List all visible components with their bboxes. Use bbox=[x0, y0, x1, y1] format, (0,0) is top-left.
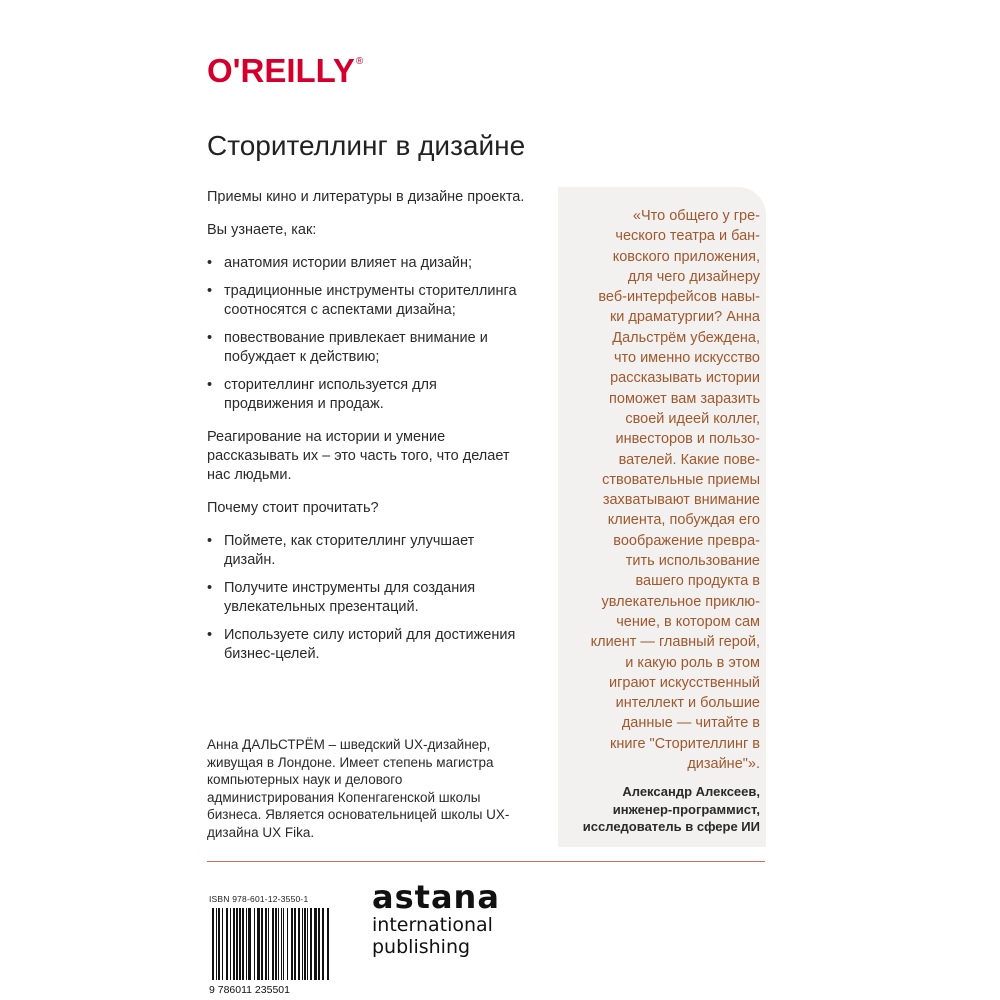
barcode-bar bbox=[327, 908, 329, 980]
quote-line: тить использование bbox=[625, 553, 760, 570]
barcode-bar bbox=[310, 908, 312, 980]
barcode bbox=[206, 906, 336, 996]
barcode-bar bbox=[218, 908, 220, 980]
quote-line: ческого театра и бан- bbox=[615, 228, 760, 245]
quote-line: увлекательное приклю- bbox=[601, 593, 760, 610]
quote-line: клиент — главный герой, bbox=[590, 634, 760, 651]
barcode-bar bbox=[233, 908, 235, 980]
quote-line: поможет вам заразить bbox=[609, 390, 760, 407]
quote-line: Дальстрём убеждена, bbox=[612, 329, 760, 346]
barcode-bar bbox=[230, 908, 231, 980]
quote-author-role: инженер-программист, bbox=[612, 801, 760, 817]
barcode-bar bbox=[275, 908, 277, 980]
author-bio: Анна ДАЛЬСТРЁМ – шведский UX-дизайнер, живущая в Лондоне. Имеет степень магистра компьютерных наук и делового администрирования Копенгагенской школы бизнеса. Является основательницей школы UX-дизайна UX Fika. bbox=[207, 737, 510, 840]
quote-line: «Что общего у гре- bbox=[632, 208, 760, 224]
barcode-bar bbox=[212, 908, 214, 980]
oreilly-logo: O'REILLY® bbox=[207, 52, 364, 89]
why-heading: Почему стоит прочитать? bbox=[207, 500, 379, 516]
quote-line: ки драматургии? Анна bbox=[609, 309, 760, 326]
publisher-line: publishing bbox=[372, 936, 471, 958]
barcode-bar bbox=[278, 908, 279, 980]
quote-author-role: исследователь в сфере ИИ bbox=[582, 819, 760, 834]
barcode-bar bbox=[294, 908, 296, 980]
publisher-logo bbox=[372, 880, 500, 958]
why-list bbox=[207, 532, 527, 664]
quote-line: дизайне"». bbox=[687, 756, 760, 773]
isbn-label: ISBN 978-601-12-3550-1 bbox=[209, 894, 309, 904]
quote-line: что именно искусство bbox=[613, 350, 760, 367]
quote-line: чение, в котором сам bbox=[616, 613, 760, 630]
barcode-digits: 9 786011 235501 bbox=[209, 984, 290, 996]
list-item: • сторителлинг используется для продвижения и продаж. bbox=[207, 376, 527, 414]
publisher-line: international bbox=[372, 914, 493, 936]
barcode-bar bbox=[265, 908, 267, 980]
list-item: • Поймете, как сторителлинг улучшает дизайн. bbox=[207, 532, 527, 570]
barcode-bar bbox=[283, 908, 284, 980]
barcode-bar bbox=[216, 908, 217, 980]
quote-line: данные — читайте в bbox=[621, 715, 760, 732]
quote-line: интеллект и большие bbox=[615, 695, 760, 712]
quote-line: веб-интерфейсов навы- bbox=[598, 289, 760, 306]
quote-line: рассказывать истории bbox=[610, 370, 760, 387]
quote-line: своей идеей коллег, bbox=[625, 410, 760, 427]
barcode-bar bbox=[281, 908, 282, 980]
barcode-bar bbox=[318, 908, 320, 980]
barcode-bar bbox=[236, 908, 238, 980]
barcode-bar bbox=[322, 908, 324, 980]
quote-line: воображение превра- bbox=[613, 532, 760, 549]
barcode-bar bbox=[307, 908, 308, 980]
barcode-bar bbox=[302, 908, 303, 980]
quote-attribution bbox=[558, 783, 760, 836]
barcode-bar bbox=[298, 908, 300, 980]
quote-line: инвесторов и пользо- bbox=[615, 431, 760, 448]
quote-line: для чего дизайнеру bbox=[627, 268, 760, 285]
intro-text: Приемы кино и литературы в дизайне проекта. bbox=[207, 189, 525, 205]
quote-line: клиента, побуждая его bbox=[607, 512, 760, 529]
description bbox=[207, 188, 527, 678]
body-paragraph: Реагирование на истории и умение рассказывать их – это часть того, что делает нас людьми. bbox=[207, 429, 510, 483]
barcode-bar bbox=[242, 908, 244, 980]
quote-line: вателей. Какие пове- bbox=[618, 451, 760, 468]
list-item: • Используете силу историй для достижения бизнес-целей. bbox=[207, 626, 527, 664]
quote-line: ствовательные приемы bbox=[602, 471, 760, 488]
barcode-bar bbox=[239, 908, 241, 980]
quote-line: и какую роль в этом bbox=[625, 654, 760, 671]
barcode-bar bbox=[261, 908, 263, 980]
review-quote bbox=[558, 206, 766, 774]
quote-line: книге "Сторителлинг в bbox=[610, 735, 760, 752]
barcode-bar bbox=[222, 908, 223, 980]
barcode-bar bbox=[287, 908, 288, 980]
learn-list bbox=[207, 254, 527, 414]
publisher-name: astana bbox=[372, 878, 500, 916]
barcode-bar bbox=[226, 908, 228, 980]
barcode-bar bbox=[314, 908, 317, 980]
learn-heading: Вы узнаете, как: bbox=[207, 222, 317, 238]
barcode-bar bbox=[246, 908, 247, 980]
barcode-bar bbox=[257, 908, 260, 980]
list-item: • традиционные инструменты сторителлинга соотносятся с аспектами дизайна; bbox=[207, 282, 527, 320]
barcode-bar bbox=[268, 908, 269, 980]
barcode-bar bbox=[304, 908, 306, 980]
list-item: • Получите инструменты для создания увлекательных презентаций. bbox=[207, 579, 527, 617]
quote-author-name: Александр Алексеев, bbox=[622, 784, 760, 799]
barcode-bar bbox=[272, 908, 274, 980]
barcode-bar bbox=[254, 908, 255, 980]
quote-line: вашего продукта в bbox=[635, 573, 760, 590]
list-item: • повествование привлекает внимание и побуждает к действию; bbox=[207, 329, 527, 367]
quote-line: ковского приложения, bbox=[612, 248, 760, 265]
divider bbox=[207, 861, 765, 862]
barcode-bar bbox=[291, 908, 293, 980]
quote-line: захватывают внимание bbox=[602, 492, 760, 509]
list-item: • анатомия истории влияет на дизайн; bbox=[207, 254, 527, 273]
barcode-bar bbox=[248, 908, 251, 980]
quote-line: играют искусственный bbox=[609, 674, 760, 691]
book-title: Сторителлинг в дизайне bbox=[207, 130, 526, 161]
